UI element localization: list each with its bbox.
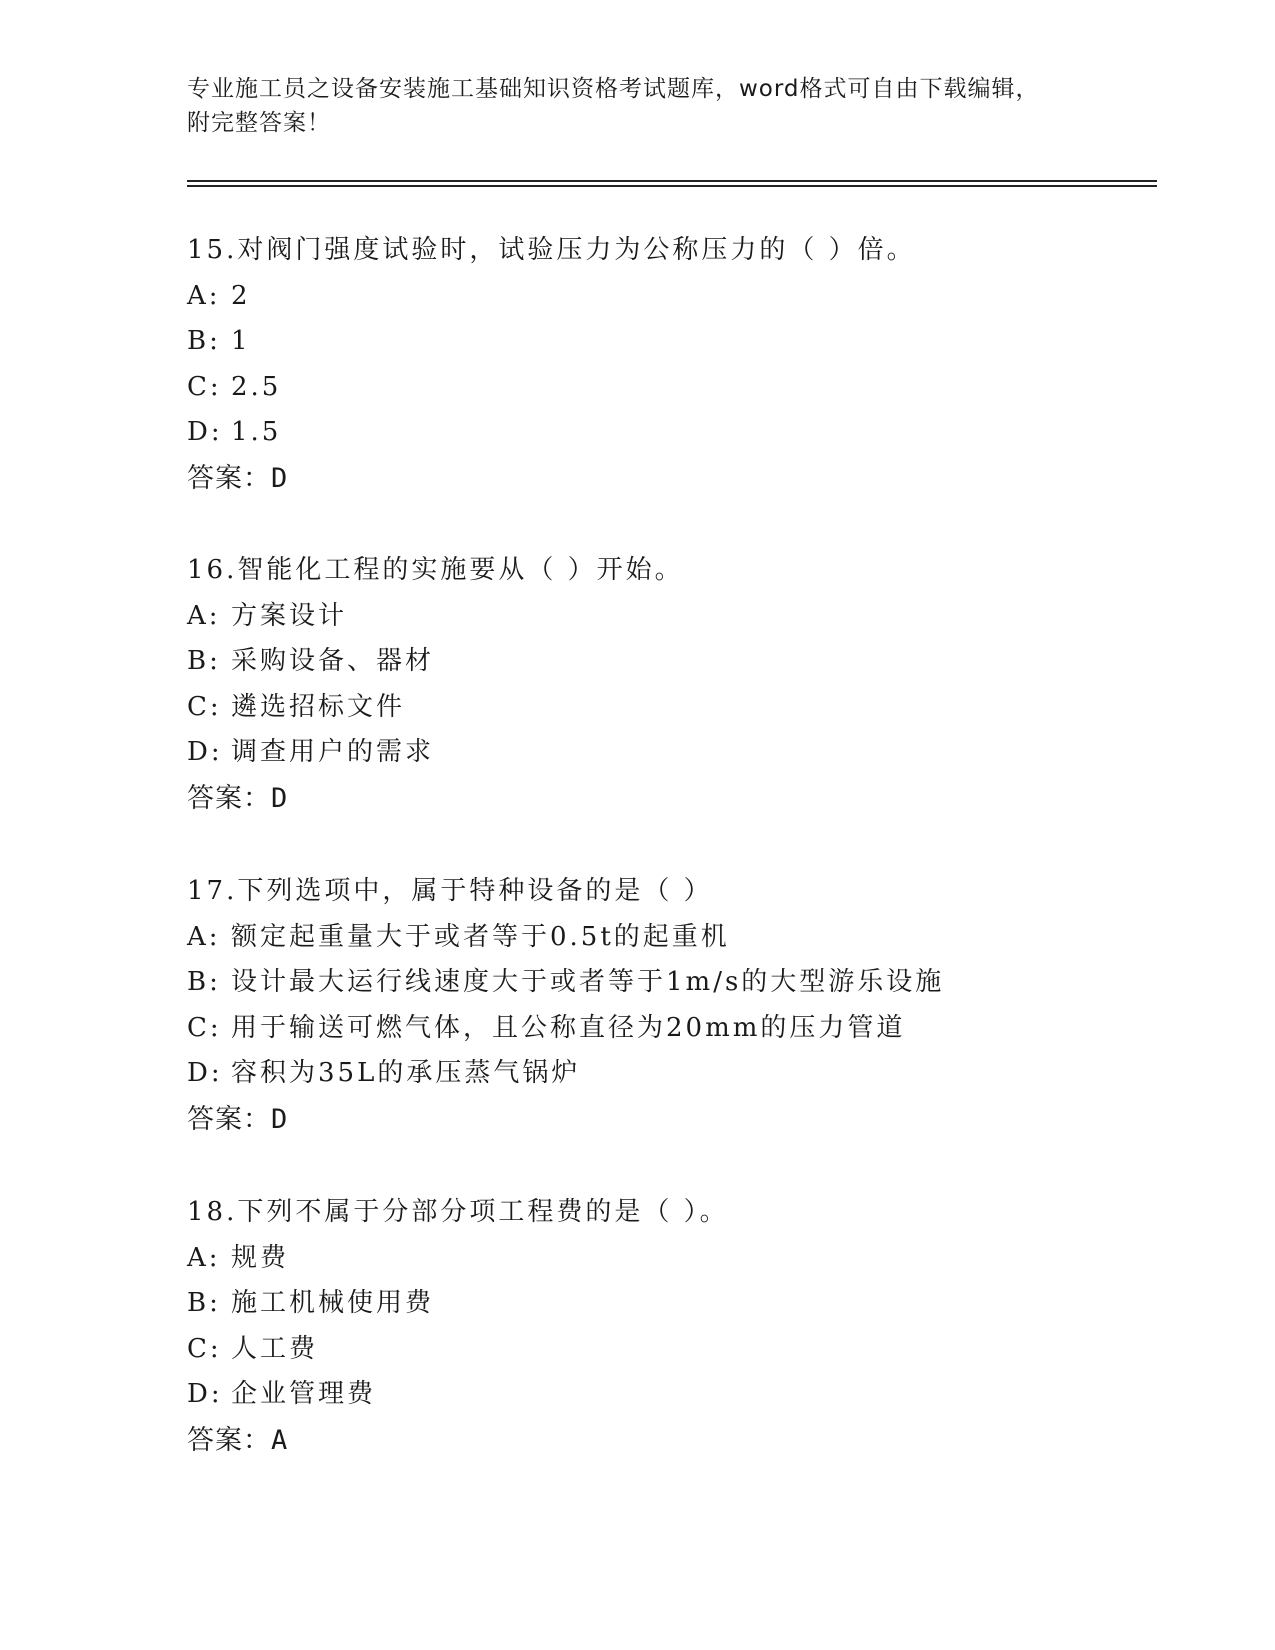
option-text: 1 [231,326,251,356]
answer-label: 答案： [187,462,271,494]
option-a [187,274,1167,320]
question-16 [187,548,1167,821]
option-d [187,1372,1167,1418]
option-text: 调查用户的需求 [231,737,435,767]
question-17 [187,869,1167,1142]
answer-line [187,776,1167,821]
answer-label: 答案： [187,1424,271,1456]
header-line-1: 专业施工员之设备安装施工基础知识资格考试题库，word格式可自由下载编辑， [187,76,1040,102]
option-text: 企业管理费 [231,1379,377,1409]
option-text: 规费 [231,1242,290,1273]
option-c [187,685,1167,731]
option-label: B: [187,967,221,997]
option-a [187,915,1167,961]
option-d [187,1051,1167,1097]
option-text: 2.5 [231,371,282,402]
option-c [187,1327,1167,1373]
option-text: 人工费 [231,1333,319,1364]
option-text: 设计最大运行线速度大于或者等于1m/s的大型游乐设施 [231,967,945,997]
option-b [187,1281,1167,1327]
option-a [187,1236,1167,1282]
answer-value: A [271,1424,289,1456]
question-stem: 15.对阀门强度试验时，试验压力为公称压力的（ ）倍。 [187,235,916,265]
option-c [187,1006,1167,1052]
option-text: 用于输送可燃气体，且公称直径为20mm的压力管道 [231,1012,906,1043]
option-label: A: [187,280,221,311]
option-text: 1.5 [231,417,282,447]
option-label: C: [187,371,222,402]
header-divider-bottom [187,185,1157,187]
option-label: C: [187,1333,222,1364]
option-label: D: [187,1379,223,1409]
question-18 [187,1190,1167,1463]
option-a [187,594,1167,640]
option-text: 容积为35L的承压蒸气锅炉 [231,1058,581,1088]
answer-value: D [271,1103,289,1135]
answer-line [187,1097,1167,1142]
answer-value: D [271,462,289,494]
option-d [187,730,1167,776]
option-label: A: [187,921,221,952]
option-text: 遴选招标文件 [231,691,406,722]
answer-label: 答案： [187,1103,271,1135]
option-d [187,410,1167,456]
option-label: B: [187,646,221,676]
answer-label: 答案： [187,782,271,814]
header-line-2: 附完整答案！ [187,110,331,136]
option-label: A: [187,600,221,631]
option-b [187,639,1167,685]
option-text: 施工机械使用费 [231,1288,435,1318]
option-text: 方案设计 [231,600,348,631]
answer-line [187,456,1167,501]
question-15 [187,228,1167,501]
answer-value: D [271,782,289,814]
option-text: 2 [231,280,251,311]
question-stem: 17.下列选项中，属于特种设备的是（ ） [187,876,713,906]
header-divider-top [187,180,1157,182]
question-stem: 18.下列不属于分部分项工程费的是（ ）。 [187,1197,729,1227]
option-text: 采购设备、器材 [231,646,435,676]
option-label: C: [187,691,222,722]
answer-line [187,1418,1167,1463]
question-stem: 16.智能化工程的实施要从（ ）开始。 [187,555,684,585]
option-label: C: [187,1012,222,1043]
option-label: B: [187,326,221,356]
option-label: B: [187,1288,221,1318]
option-label: D: [187,737,223,767]
option-label: A: [187,1242,221,1273]
option-c [187,365,1167,411]
option-label: D: [187,1058,223,1088]
option-b [187,319,1167,365]
option-text: 额定起重量大于或者等于0.5t的起重机 [231,921,730,952]
document-header [187,72,1087,140]
option-label: D: [187,417,223,447]
option-b [187,960,1167,1006]
